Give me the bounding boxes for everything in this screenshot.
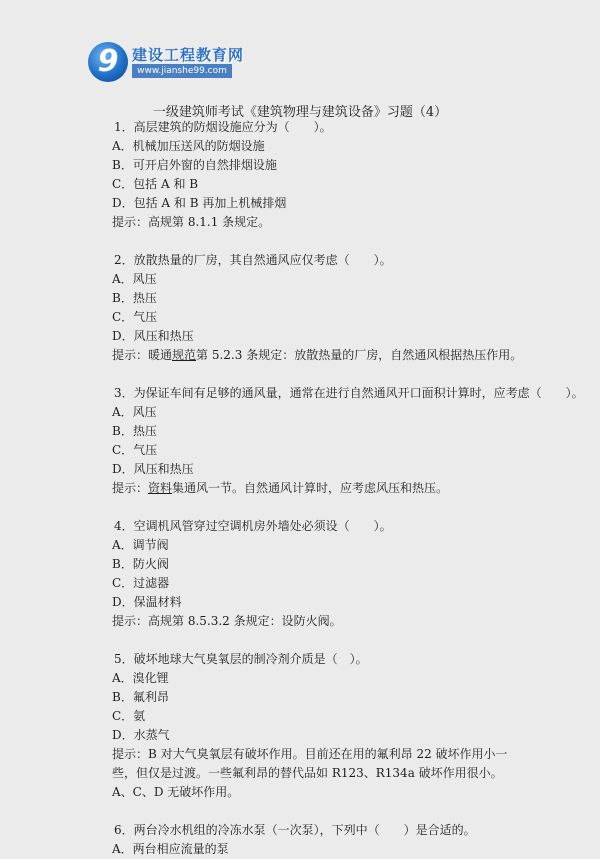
logo-emblem-icon (88, 42, 128, 82)
option: C．包括 A 和 B (112, 177, 199, 191)
question-stem: 3．为保证车间有足够的通风量，通常在进行自然通风开口面积计算时，应考虑（ ）。 (114, 386, 584, 400)
logo-url: www.jianshe99.com (132, 64, 232, 78)
page-title: 一级建筑师考试《建筑物理与建筑设备》习题（4） (152, 105, 448, 120)
hint (112, 346, 522, 365)
hint-prefix: 提示： (112, 481, 149, 495)
hint: 提示：高规第 8.5.3.2 条规定：设防火阀。 (112, 614, 342, 628)
option: B．氟利昂 (112, 690, 169, 704)
option: A．调节阀 (112, 538, 169, 552)
question-stem: 2．放散热量的厂房，其自然通风应仅考虑（ ）。 (114, 253, 392, 267)
option: A．机械加压送风的防烟设施 (112, 139, 265, 153)
option: C．气压 (112, 310, 158, 324)
option: C．气压 (112, 443, 158, 457)
option: A．风压 (112, 405, 157, 419)
hint-link[interactable]: 规范 (172, 348, 197, 362)
hint-link[interactable]: 资料 (148, 481, 173, 495)
option: B．热压 (112, 291, 157, 305)
option: C．氨 (112, 709, 146, 723)
option: D．水蒸气 (112, 728, 170, 742)
hint-text: 集通风一节。自然通风计算时，应考虑风压和热压。 (172, 481, 449, 495)
hint: 提示：B 对大气臭氧层有破坏作用。目前还在用的氟利昂 22 破坏作用小一些，但仅是过渡。一些氟利昂的替代品如 R123、R134a 破坏作用很小。A、C、D 无破坏作用。 (112, 747, 508, 799)
hint: 提示：高规第 8.1.1 条规定。 (112, 215, 271, 229)
option: D．风压和热压 (112, 329, 194, 343)
option: B．防火阀 (112, 557, 169, 571)
option: A．风压 (112, 272, 157, 286)
site-logo (88, 40, 245, 86)
hint-text: 第 5.2.3 条规定：放散热量的厂房，自然通风根据热压作用。 (196, 348, 523, 362)
option: D．包括 A 和 B 再加上机械排烟 (112, 196, 287, 210)
option: D．风压和热压 (112, 462, 194, 476)
option: C．过滤器 (112, 576, 170, 590)
logo-glyph: 9 (97, 44, 119, 79)
logo-name: 建设工程教育网 (132, 46, 245, 64)
hint (112, 479, 522, 498)
option: D．保温材料 (112, 595, 182, 609)
question-stem: 6．两台冷水机组的冷冻水泵（一次泵），下列中（ ）是合适的。 (114, 823, 476, 837)
option: B．热压 (112, 424, 157, 438)
option: B．可开启外窗的自然排烟设施 (112, 158, 277, 172)
option: A．两台相应流量的泵 (112, 842, 229, 856)
question-stem: 5．破坏地球大气臭氧层的制冷剂介质是（ ）。 (114, 652, 368, 666)
question-list (112, 118, 584, 859)
option: A．溴化锂 (112, 671, 169, 685)
question-stem: 4．空调机风管穿过空调机房外墙处必须设（ ）。 (114, 519, 392, 533)
hint-prefix: 提示：暖通 (112, 348, 173, 362)
question-stem: 1．高层建筑的防烟设施应分为（ ）。 (114, 120, 332, 134)
